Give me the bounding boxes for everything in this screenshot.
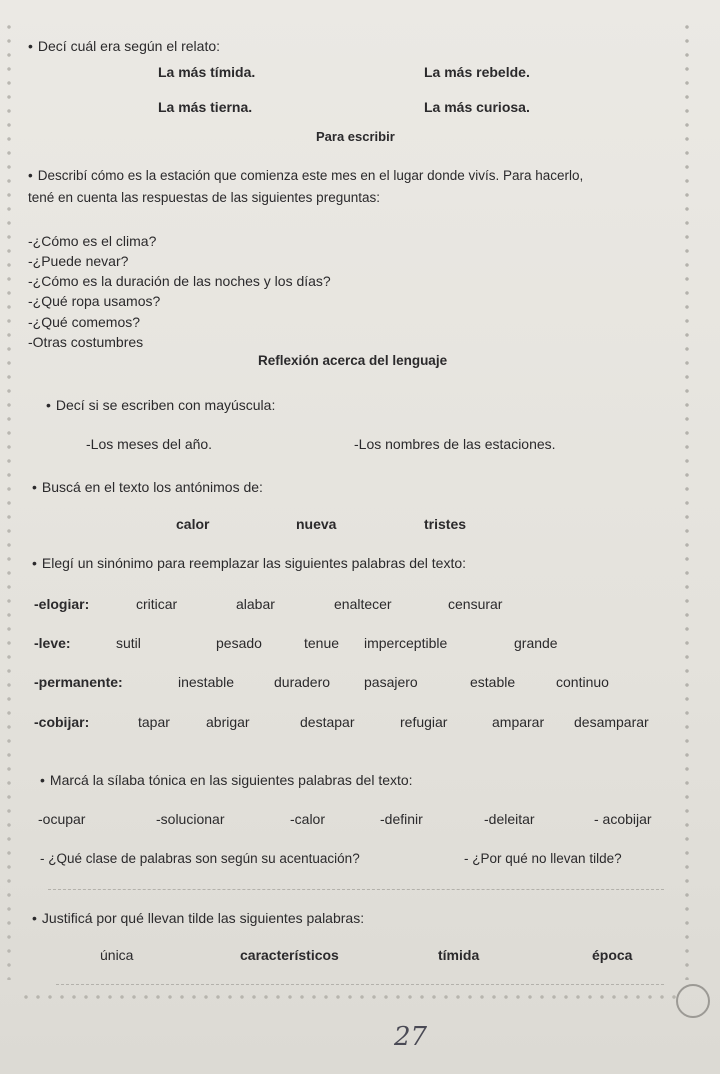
sinonimo-option: continuo <box>556 674 609 690</box>
question-acentuacion: - ¿Qué clase de palabras son según su acentuación? <box>40 851 360 866</box>
sinonimo-option: estable <box>470 674 516 690</box>
prompt-relato: • Decí cuál era según el relato: <box>28 37 220 55</box>
heading-reflexion: Reflexión acerca del lenguaje <box>258 353 448 368</box>
question-costumbres: -Otras costumbres <box>28 334 144 350</box>
sinonimo-option: refugiar <box>400 714 448 730</box>
tonica-word: -deleitar <box>484 811 535 827</box>
antonimo-nueva: nueva <box>296 516 337 532</box>
sinonimo-option: imperceptible <box>364 635 448 651</box>
left-binding-holes <box>4 20 14 980</box>
prompt-justifica: • Justificá por qué llevan tilde las siguientes palabras: <box>32 909 364 927</box>
prompt-silaba-tonica: • Marcá la sílaba tónica en las siguientes palabras del texto: <box>40 771 413 789</box>
sinonimo-option: amparar <box>492 714 545 730</box>
relato-item-curiosa: La más curiosa. <box>424 99 530 115</box>
sinonimo-word-permanente: -permanente: <box>34 674 123 690</box>
prompt-describi-line2: tené en cuenta las respuestas de las siguientes preguntas: <box>28 190 380 205</box>
sinonimo-option: pesado <box>216 635 262 651</box>
sinonimo-option: enaltecer <box>334 596 392 612</box>
answer-line <box>48 889 664 890</box>
question-nevar: -¿Puede nevar? <box>28 253 129 269</box>
justifica-word-caracteristicos: característicos <box>240 947 339 963</box>
prompt-sinonimo: • Elegí un sinónimo para reemplazar las siguientes palabras del texto: <box>32 554 466 572</box>
justifica-word-epoca: época <box>592 947 633 963</box>
page-number: 27 <box>394 1022 428 1052</box>
question-tilde: - ¿Por qué no llevan tilde? <box>464 851 622 866</box>
heading-para-escribir: Para escribir <box>316 129 395 144</box>
relato-item-tierna: La más tierna. <box>158 99 253 115</box>
sinonimo-word-cobijar: -cobijar: <box>34 714 90 730</box>
sinonimo-option: duradero <box>274 674 331 690</box>
sinonimo-option: criticar <box>136 596 178 612</box>
sinonimo-option: pasajero <box>364 674 418 690</box>
bottom-binding-holes <box>20 993 680 1001</box>
question-comemos: -¿Qué comemos? <box>28 314 141 330</box>
answer-line <box>56 984 664 985</box>
tonica-word: -ocupar <box>38 811 86 827</box>
right-binding-holes <box>682 20 692 980</box>
sinonimo-option: censurar <box>448 596 503 612</box>
binder-ring <box>676 984 710 1018</box>
sinonimo-option: alabar <box>236 596 275 612</box>
sinonimo-option: sutil <box>116 635 141 651</box>
tonica-word: -calor <box>290 811 326 827</box>
tonica-word: - acobijar <box>594 811 652 827</box>
antonimo-tristes: tristes <box>424 516 467 532</box>
sinonimo-option: abrigar <box>206 714 250 730</box>
sinonimo-word-leve: -leve: <box>34 635 71 651</box>
sinonimo-option: inestable <box>178 674 235 690</box>
prompt-mayuscula: • Decí si se escriben con mayúscula: <box>46 396 275 414</box>
relato-item-timida: La más tímida. <box>158 64 256 80</box>
tonica-word: -solucionar <box>156 811 225 827</box>
sinonimo-option: destapar <box>300 714 355 730</box>
justifica-word-timida: tímida <box>438 947 480 963</box>
mayuscula-item-meses: -Los meses del año. <box>86 436 213 452</box>
relato-item-rebelde: La más rebelde. <box>424 64 530 80</box>
prompt-antonimos: • Buscá en el texto los antónimos de: <box>32 478 263 496</box>
question-ropa: -¿Qué ropa usamos? <box>28 293 161 309</box>
antonimo-calor: calor <box>176 516 210 532</box>
sinonimo-option: desamparar <box>574 714 649 730</box>
justifica-word-unica: única <box>100 947 134 963</box>
sinonimo-option: tapar <box>138 714 170 730</box>
sinonimo-option: tenue <box>304 635 340 651</box>
question-clima: -¿Cómo es el clima? <box>28 233 157 249</box>
mayuscula-item-estaciones: -Los nombres de las estaciones. <box>354 436 556 452</box>
question-duracion: -¿Cómo es la duración de las noches y los días? <box>28 273 331 289</box>
prompt-describi-line1: • Describí cómo es la estación que comienza este mes en el lugar donde vivís. Para hacerlo, <box>28 167 583 185</box>
tonica-word: -definir <box>380 811 423 827</box>
sinonimo-word-elogiar: -elogiar: <box>34 596 90 612</box>
sinonimo-option: grande <box>514 635 558 651</box>
